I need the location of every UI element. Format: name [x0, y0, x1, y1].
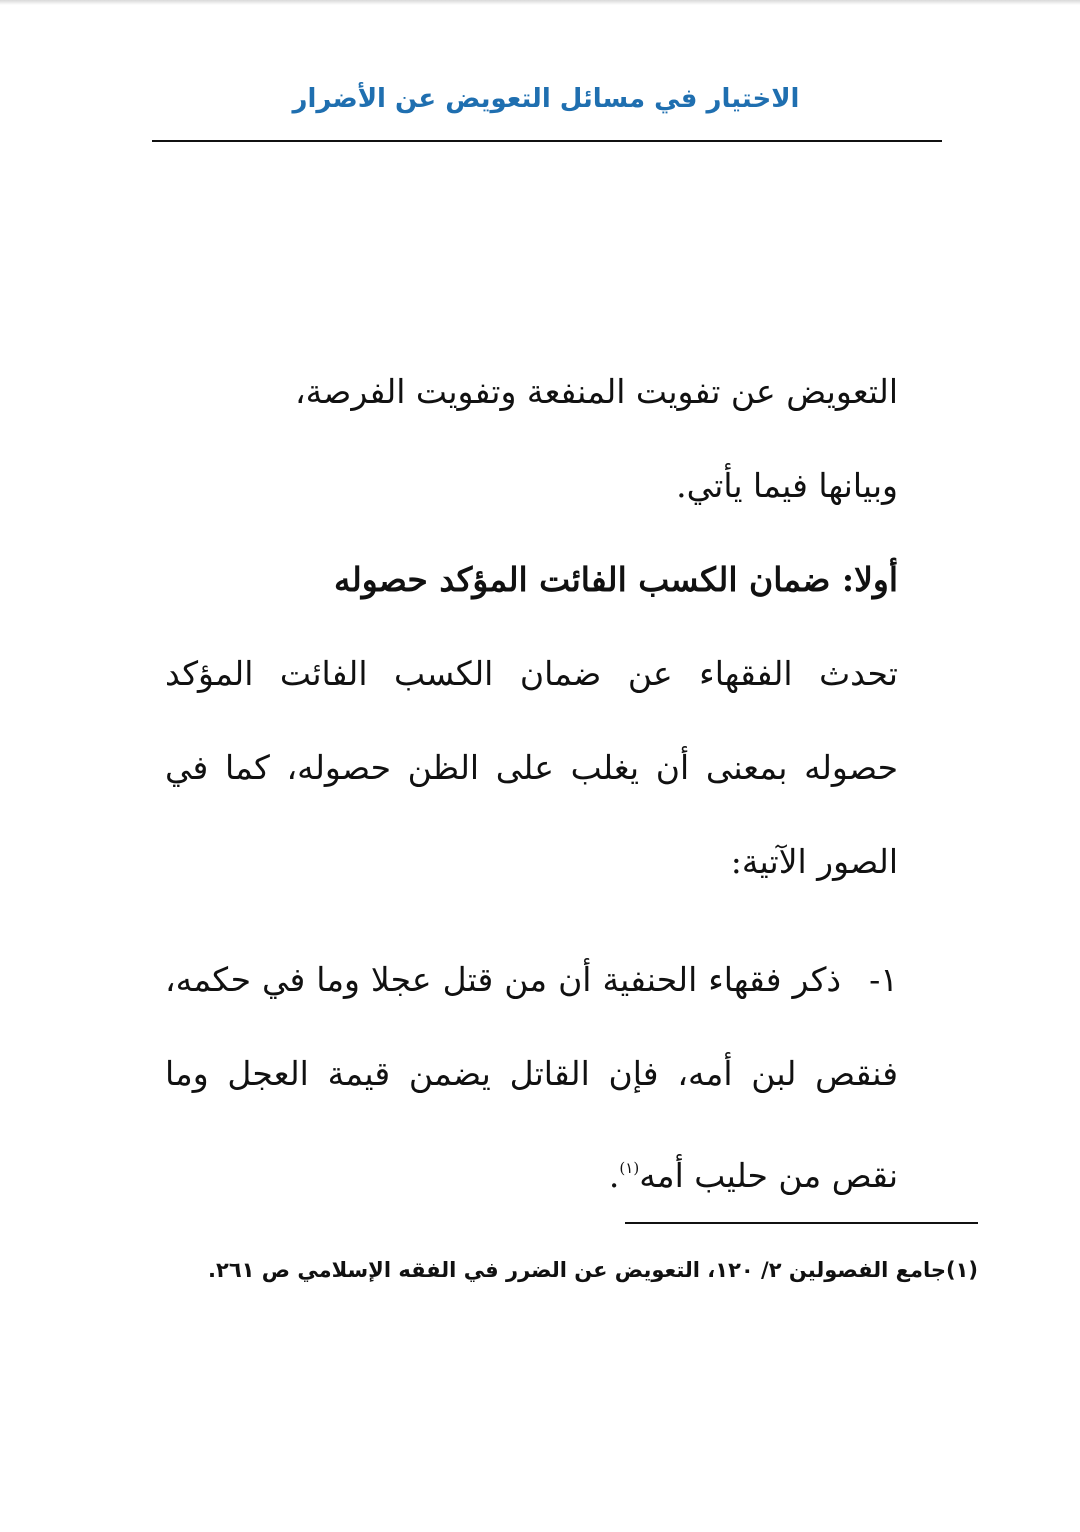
footnote-text: (١)جامع الفصولين ٢/ ١٢٠، التعويض عن الضرر في الفقه الإسلامي ص ٢٦١. — [208, 1258, 978, 1282]
header-divider — [152, 140, 942, 142]
section-heading: أولا: ضمان الكسب الفائت المؤكد حصوله — [334, 560, 898, 599]
footnote-divider — [625, 1222, 978, 1224]
list-item-end: . — [608, 1156, 620, 1195]
main-text — [165, 345, 898, 1223]
footnote-reference[interactable]: (١) — [619, 1159, 640, 1177]
list-item-text: ذكر فقهاء الحنفية أن من قتل عجلا وما في حكمه، فنقص لبن أمه، فإن القاتل يضمن قيمة العجل وما نقص من حليب أمه — [165, 960, 898, 1195]
page-top-edge — [0, 0, 1080, 5]
list-item — [165, 933, 898, 1223]
list-item-number: ١- — [869, 960, 898, 999]
intro-line-1: التعويض عن تفويت المنفعة وتفويت الفرصة، — [294, 372, 898, 411]
running-header-title: الاختيار في مسائل التعويض عن الأضرار — [292, 84, 800, 114]
section-paragraph: تحدث الفقهاء عن ضمان الكسب الفائت المؤكد حصوله بمعنى أن يغلب على الظن حصوله، كما في الصور الآتية: — [165, 654, 898, 881]
intro-paragraph — [165, 345, 898, 533]
intro-line-2: وبيانها فيما يأتي. — [676, 466, 898, 505]
